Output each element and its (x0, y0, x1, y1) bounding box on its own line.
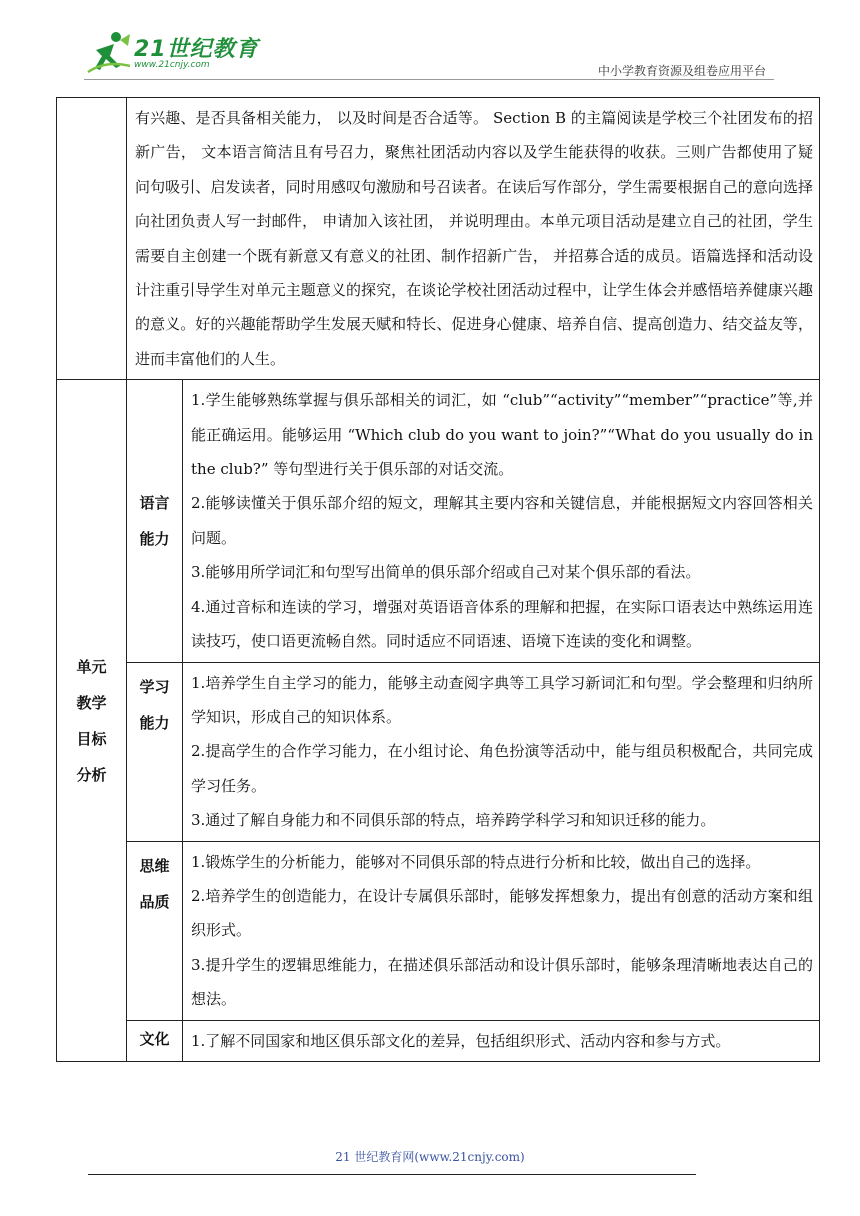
row-label-culture: 文化 (127, 1020, 183, 1061)
list-item: 2.提高学生的合作学习能力，在小组讨论、角色扮演等活动中，能与组员积极配合，共同完成学习任务。 (191, 742, 813, 795)
intro-row (57, 98, 820, 380)
row-content-culture (183, 1020, 820, 1061)
platform-name: 中小学教育资源及组卷应用平台 (597, 64, 766, 78)
section-label: 单元 教学 目标 分析 (76, 657, 107, 784)
table-row-learning (57, 662, 820, 841)
header-divider (84, 79, 774, 80)
intro-paragraph: 有兴趣、是否具备相关能力， 以及时间是否合适等。 Section B 的主篇阅读是学校三个社团发布的招新广告， 文本语言简洁且有号召力，聚焦社团活动内容以及学生能获得的收获。三则广告都使用了疑问句吸引、启发读者，同时用感叹句激励和号召读者。在读后写作部分，学生需要根据自己的意向选择向社团负责人写一封邮件， 申请加入该社团， 并说明理由。本单元项目活动是建立自己的社团，学生需要自主创建一个既有新意又有意义的社团、制作招新广告， 并招募合适的成员。语篇选择和活动设计注重引导学生对单元主题意义的探究，在谈论学校社团活动过程中，让学生体会并感悟培养健康兴趣的意义。好的兴趣能帮助学生发展天赋和特长、促进身心健康、培养自信、提高创造力、结交益友等，进而丰富他们的人生。 (135, 109, 813, 368)
list-item: 3.通过了解自身能力和不同俱乐部的特点，培养跨学科学习和知识迁移的能力。 (191, 811, 716, 830)
row-content-learning (183, 662, 820, 841)
footer-divider (88, 1174, 696, 1175)
page-header (0, 0, 860, 90)
site-logo (86, 30, 266, 80)
list-item: 4.通过音标和连读的学习，增强对英语语音体系的理解和把握，在实际口语表达中熟练运用连读技巧，使口语更流畅自然。同时适应不同语速、语境下连读的变化和调整。 (191, 597, 813, 651)
list-item: 2.培养学生的创造能力，在设计专属俱乐部时，能够发挥想象力，提出有创意的活动方案和组织形式。 (191, 886, 813, 940)
runner-logo-icon (86, 30, 132, 76)
row-label-thinking: 思维 品质 (127, 841, 183, 1020)
row-label-language: 语言 能力 (127, 380, 183, 662)
unit-analysis-table (56, 97, 820, 1062)
list-item: 1.锻炼学生的分析能力，能够对不同俱乐部的特点进行分析和比较，做出自己的选择。 (191, 852, 761, 871)
footer-text: 21 世纪教育网(www.21cnjy.com) (335, 1150, 525, 1164)
intro-label-cell (57, 98, 127, 380)
row-content-thinking (183, 841, 820, 1020)
row-content-language (183, 380, 820, 662)
list-item: 3.能够用所学词汇和句型写出简单的俱乐部介绍或自己对某个俱乐部的看法。 (191, 563, 701, 582)
intro-text-cell (127, 98, 820, 380)
section-label-cell (57, 380, 127, 1062)
row-label-learning: 学习 能力 (127, 662, 183, 841)
table-row-language (57, 380, 820, 662)
list-item: 1.了解不同国家和地区俱乐部文化的差异，包括组织形式、活动内容和参与方式。 (191, 1031, 731, 1050)
table-row-culture (57, 1020, 820, 1061)
list-item: 3.提升学生的逻辑思维能力，在描述俱乐部活动和设计俱乐部时，能够条理清晰地表达自己的想法。 (191, 955, 813, 1009)
list-item: 1.学生能够熟练掌握与俱乐部相关的词汇，如 “club”“activity”“member”“practice”等,并能正确运用。能够运用 “Which club do you want to join?”“What do you usually do in the club?” 等句型进行关于俱乐部的对话交流。 (191, 391, 813, 479)
list-item: 2.能够读懂关于俱乐部介绍的短文，理解其主要内容和关键信息，并能根据短文内容回答相关问题。 (191, 494, 813, 547)
table-row-thinking (57, 841, 820, 1020)
logo-text: 21世纪教育 (134, 37, 259, 62)
list-item: 1.培养学生自主学习的能力，能够主动查阅字典等工具学习新词汇和句型。学会整理和归纳所学知识，形成自己的知识体系。 (191, 673, 813, 726)
logo-url: www.21cnjy.com (134, 60, 210, 70)
